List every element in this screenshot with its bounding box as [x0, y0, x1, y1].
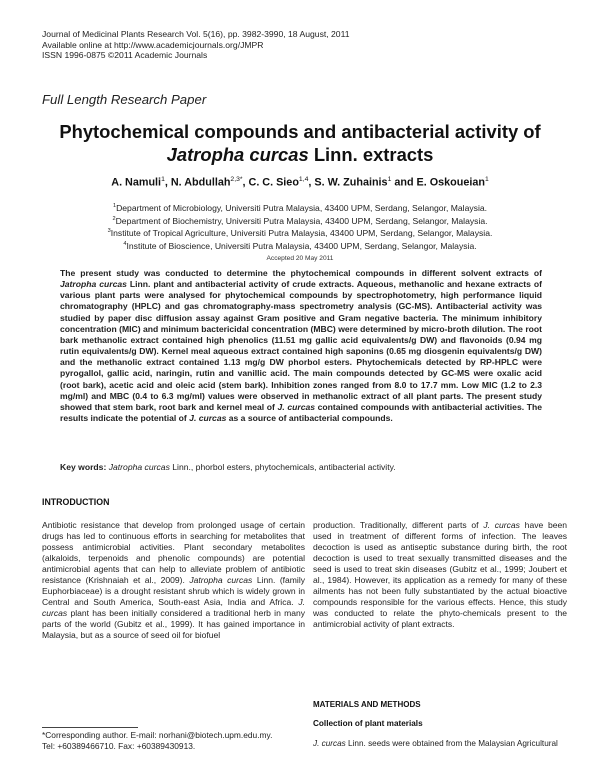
introduction-right-column	[313, 520, 567, 630]
affiliation-text: Department of Microbiology, Universiti Putra Malaysia, 43400 UPM, Serdang, Selangor, Malaysia.	[116, 202, 488, 213]
body-text: have been used in treatment of different forms of infection. The leaves decoction is used as antiseptic substance during birth, the root decoction is used to treat sexually transmitted diseases and the seed is used to treat skin diseases (Gubitz et al., 1999; Joubert et al., 1984). However, its application as a remedy for many of these ailments has not been fully substantiated by the actual bioactive compounds responsible for the various effects. Hence, this study was conducted to relate the phyto-chemicals present to the antimicrobial activity of plant extracts.	[313, 520, 567, 630]
journal-citation: Journal of Medicinal Plants Research Vol. 5(16), pp. 3982-3990, 18 August, 2011	[42, 29, 350, 39]
footnote-email: *Corresponding author. E-mail: norhani@biotech.upm.edu.my.	[42, 730, 273, 740]
body-species: J. curcas	[42, 597, 305, 619]
title-line-1: Phytochemical compounds and antibacterial activity of	[59, 121, 541, 142]
body-species: J. curcas	[483, 520, 520, 530]
author-affil-marker: 1	[387, 176, 392, 183]
author-affil-marker: 1,4	[298, 176, 309, 183]
affiliation-marker: 2	[112, 215, 116, 222]
body-species: J. curcas	[313, 739, 346, 748]
author-list: A. Namuli$^1$, N. Abdullah$^{2,3*}$, C. C. Sieo$^{1,4}$, S. W. Zuhainis$^1$ and E. Oskoueian$^1$	[111, 176, 489, 189]
affiliation-marker: 1	[112, 203, 117, 209]
author-name: E. Oskoueian	[416, 176, 485, 189]
methods-text	[313, 738, 571, 749]
journal-header	[42, 29, 350, 61]
authors-conjunction: and	[391, 176, 417, 189]
affiliation-text: Institute of Bioscience, Universiti Putra Malaysia, 43400 UPM, Serdang, Selangor, Malaysia.	[126, 240, 477, 251]
author-name: S. W. Zuhainis	[314, 176, 388, 189]
abstract-species: J. curcas	[277, 401, 315, 412]
footnote-divider	[42, 727, 138, 728]
abstract-text: The present study was conducted to determine the phytochemical compounds in different solvent extracts of	[60, 268, 542, 278]
affiliation-marker: 3	[107, 228, 111, 235]
footnote-phone: Tel: +60389466710. Fax: +60389430913.	[42, 740, 196, 751]
abstract-text: contained compounds with antibacterial activities. The results indicate the potential of	[60, 401, 542, 424]
author-name: A. Namuli	[111, 176, 162, 189]
affiliation-text: Department of Biochemistry, Universiti Putra Malaysia, 43400 UPM, Serdang, Selangor, Malaysia.	[115, 215, 488, 226]
abstract-species: J. curcas	[189, 413, 227, 424]
affiliation	[30, 214, 570, 227]
body-text: Linn. (family Euphorbiaceae) is a drought resistant shrub which is widely grown in Central and South America, South-east Asia, India and Africa.	[42, 575, 306, 608]
methods-heading: MATERIALS AND METHODS	[313, 700, 421, 709]
corresponding-author-footnote	[42, 730, 322, 751]
abstract-text: as a source of antibacterial compounds.	[226, 413, 393, 424]
affiliation-marker: 4	[123, 240, 127, 247]
author-name: C. C. Sieo	[248, 176, 299, 189]
abstract-species: Jatropha curcas	[60, 279, 127, 290]
body-text: Antibiotic resistance that develop from prolonged usage of certain drugs has led to continuous efforts in searching for metabolites that possess antimicrobial activities. Plant secondary metabolites (alkaloids, terpenoids and phenolic compounds) are potential antimicrobial agents that can help to alleviate problem of antibiotic resistance (Krishnaiah et al., 2009).	[42, 520, 305, 586]
body-text: production. Traditionally, different parts of	[313, 520, 484, 530]
author-name: N. Abdullah	[170, 176, 231, 189]
abstract-text: Linn. plant and antibacterial activity of crude extracts. Aqueous, methanolic and hexane extracts of various plant parts were analysed for phytochemical compounds by spectrophotometry, high performance liquid chromatography (HPLC) and gas chromatography-mass spectrometry analysis (GC-MS). Antibacterial activity was studied by paper disc diffusion assay against Gram positive and Gram negative bacteria. The minimum inhibitory concentration (MIC) and minimum bactericidal concentration (MBC) were determined by micro-broth dilution. The root bark methanolic extract contained high phenolics (11.51 mg gallic acid equivalents/g DW) and flavonoids (0.94 mg rutin equivalents/g DW). Kernel meal aqueous extract contained high saponins (0.65 mg diosgenin equivalents/g DW) and the methanolic extract contained 1.13 mg/g DW phorbol esters. Phytochemicals detected by RP-HPLC were pyrogallol, gallic acid, naringin, rutin and vanillic acid. The main compounds detected by GC-MS were oxalic acid (root bark), acetic acid and oleic acid (stem bark). Inhibition zones ranged from 8.0 to 17.7 mm. Low MIC (1.2 to 2.3 mg/ml) and MBC (0.4 to 6.3 mg/ml) values were observed in methanolic extract of all plant parts. The present study showed that stem bark, root bark and kernel meal of	[60, 279, 542, 412]
body-text: Linn. seeds were obtained from the Malaysian Agricultural	[345, 739, 558, 748]
body-species: Jatropha curcas	[189, 575, 253, 586]
article-category: Full Length Research Paper	[42, 92, 207, 107]
introduction-left-column	[42, 520, 305, 642]
affiliation-text: Institute of Tropical Agriculture, Universiti Putra Malaysia, 43400 UPM, Serdang, Selangor, Malaysia.	[110, 228, 493, 239]
body-text: plant has been initially considered a traditional herb in many parts of the world (Gubitz et al., 1999). It has gained importance in Malaysia, but as a source of seed oil for biofuel	[42, 608, 305, 641]
keywords	[60, 462, 542, 472]
keywords-label: Key words:	[60, 462, 107, 472]
keywords-species: Jatropha curcas	[108, 462, 170, 472]
affiliation	[30, 226, 570, 239]
affiliations	[30, 201, 570, 252]
title-line-2	[30, 143, 570, 166]
journal-url: Available online at http://www.academicjournals.org/JMPR	[42, 39, 264, 50]
introduction-heading: INTRODUCTION	[42, 497, 110, 507]
author-affil-marker: 1	[484, 176, 489, 183]
title-species: Jatropha curcas	[166, 144, 309, 165]
accepted-date: Accepted 20 May 2011	[266, 255, 334, 262]
journal-issn: ISSN 1996-0875 ©2011 Academic Journals	[42, 50, 208, 61]
abstract	[60, 268, 542, 424]
paper-title	[30, 120, 570, 166]
title-line-2-rest: Linn. extracts	[308, 144, 434, 165]
methods-subheading: Collection of plant materials	[313, 719, 423, 728]
author-affil-marker: 2,3*	[230, 176, 243, 183]
author-affil-marker: 1	[161, 176, 165, 183]
affiliation	[30, 201, 570, 214]
keywords-list: Linn., phorbol esters, phytochemicals, antibacterial activity.	[169, 462, 396, 472]
affiliation	[30, 239, 570, 252]
